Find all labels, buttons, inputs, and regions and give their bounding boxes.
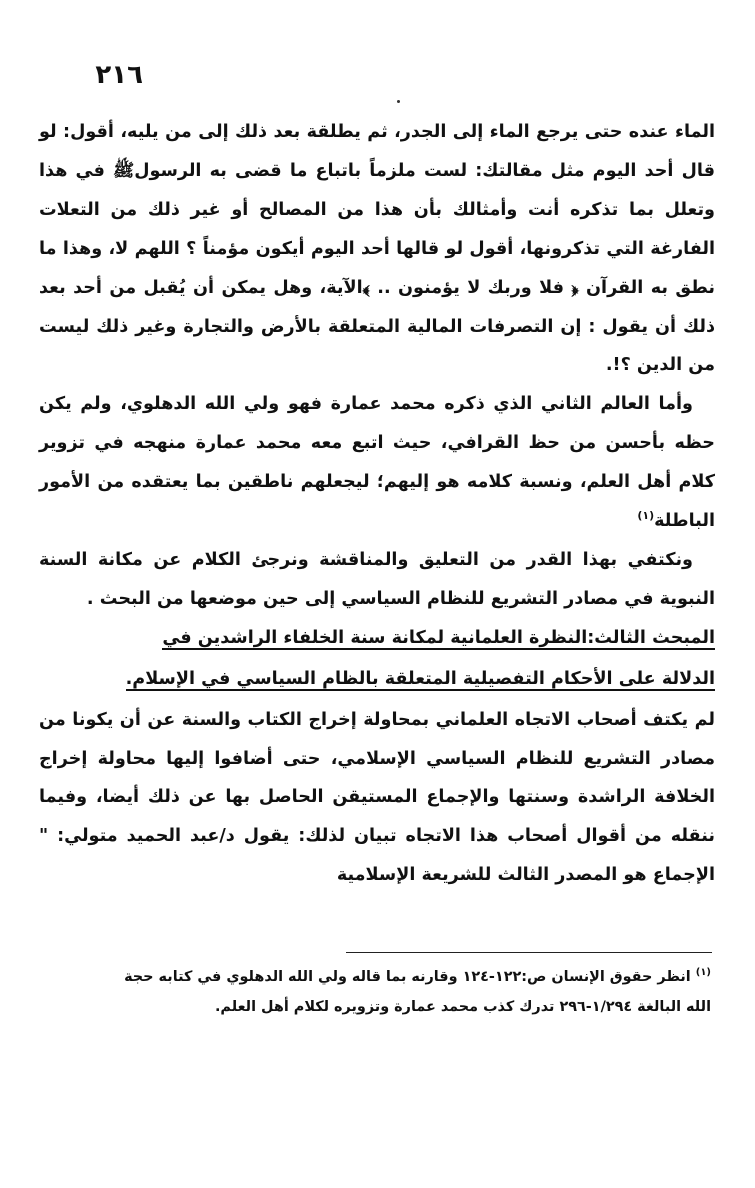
page-number: ٢١٦ (95, 60, 143, 90)
footnote-1-text-1: انظر حقوق الإنسان ص:١٢٢-١٢٤ وقارنه بما قاله ولي الله الدهلوي في كتابه حجة (124, 969, 691, 985)
paragraph-2-text: وأما العالم الثاني الذي ذكره محمد عمارة فهو ولي الله الدهلوي، ولم يكن حظه بأحسن من حظ القرافي، حيث اتبع معه محمد عمارة منهجه في تزوير كلام أهل العلم، ونسبة كلامه هو إليهم؛ ليجعلهم ناطقين بما يعتقده من الأمور الباطلة (39, 394, 715, 532)
footnote-1-line-1 (71, 962, 711, 992)
footnote-mark: (١) (695, 967, 711, 979)
section-heading-line-2-text: الدلالة على الأحكام التفصيلية المتعلقة بالظام السياسي في الإسلام. (125, 668, 715, 689)
section-heading-line-1-text: المبحث الثالث:النظرة العلمانية لمكانة سنة الخلفاء الراشدين في (162, 627, 715, 648)
section-heading-line-2 (39, 660, 715, 701)
footnote-separator (346, 952, 712, 953)
paragraph-2 (39, 385, 715, 541)
section-heading-line-1 (39, 619, 715, 660)
footnote-1-line-2: الله البالغة ١/٢٩٤-٢٩٦ تدرك كذب محمد عمارة وتزويره لكلام أهل العلم. (214, 999, 711, 1015)
footnotes (71, 962, 711, 1022)
body-text (39, 113, 715, 895)
paragraph-1: الماء عنده حتى يرجع الماء إلى الجدر، ثم يطلقة بعد ذلك إلى من يليه، أقول: لو قال أحد اليوم مثل مقالتك: لست ملزماً باتباع ما قضى به الرسولﷺ في هذا وتعلل بما تذكره أنت وأمثالك بأن هذا من المصالح أو غير ذلك من التعلات الفارغة التي تذكرونها، أقول لو قالها أحد اليوم أيكون مؤمناً ؟ اللهم لا، وهذا ما نطق به القرآن ﴿ فلا وربك لا يؤمنون .. ﴾الآية، وهل يمكن أن يُقبل من أحد بعد ذلك أن يقول : إن التصرفات المالية المتعلقة بالأرض والتجارة وغير ذلك ليست من الدين ؟!. (39, 122, 715, 376)
section-heading (39, 619, 715, 701)
paragraph-4: لم يكتف أصحاب الاتجاه العلماني بمحاولة إخراج الكتاب والسنة عن أن يكونا من مصادر التشريع للنظام السياسي الإسلامي، حتى أضافوا إليها محاولة إخراج الخلافة الراشدة وسنتها والإجماع المستيقن الحاصل بها عن ذلك أيضا، وفيما ننقله من أقوال أصحاب هذا الاتجاه تبيان لذلك: يقول د/عبد الحميد متولي: " الإجماع هو المصدر الثالث للشريعة الإسلامية (39, 709, 715, 886)
paragraph-3: ونكتفي بهذا القدر من التعليق والمناقشة ونرجئ الكلام عن مكانة السنة النبوية في مصادر التشريع للنظام السياسي إلى حين موضعها من البحث . (39, 549, 715, 609)
footnote-reference[interactable]: (١) (637, 509, 655, 523)
stray-dot (397, 100, 400, 103)
